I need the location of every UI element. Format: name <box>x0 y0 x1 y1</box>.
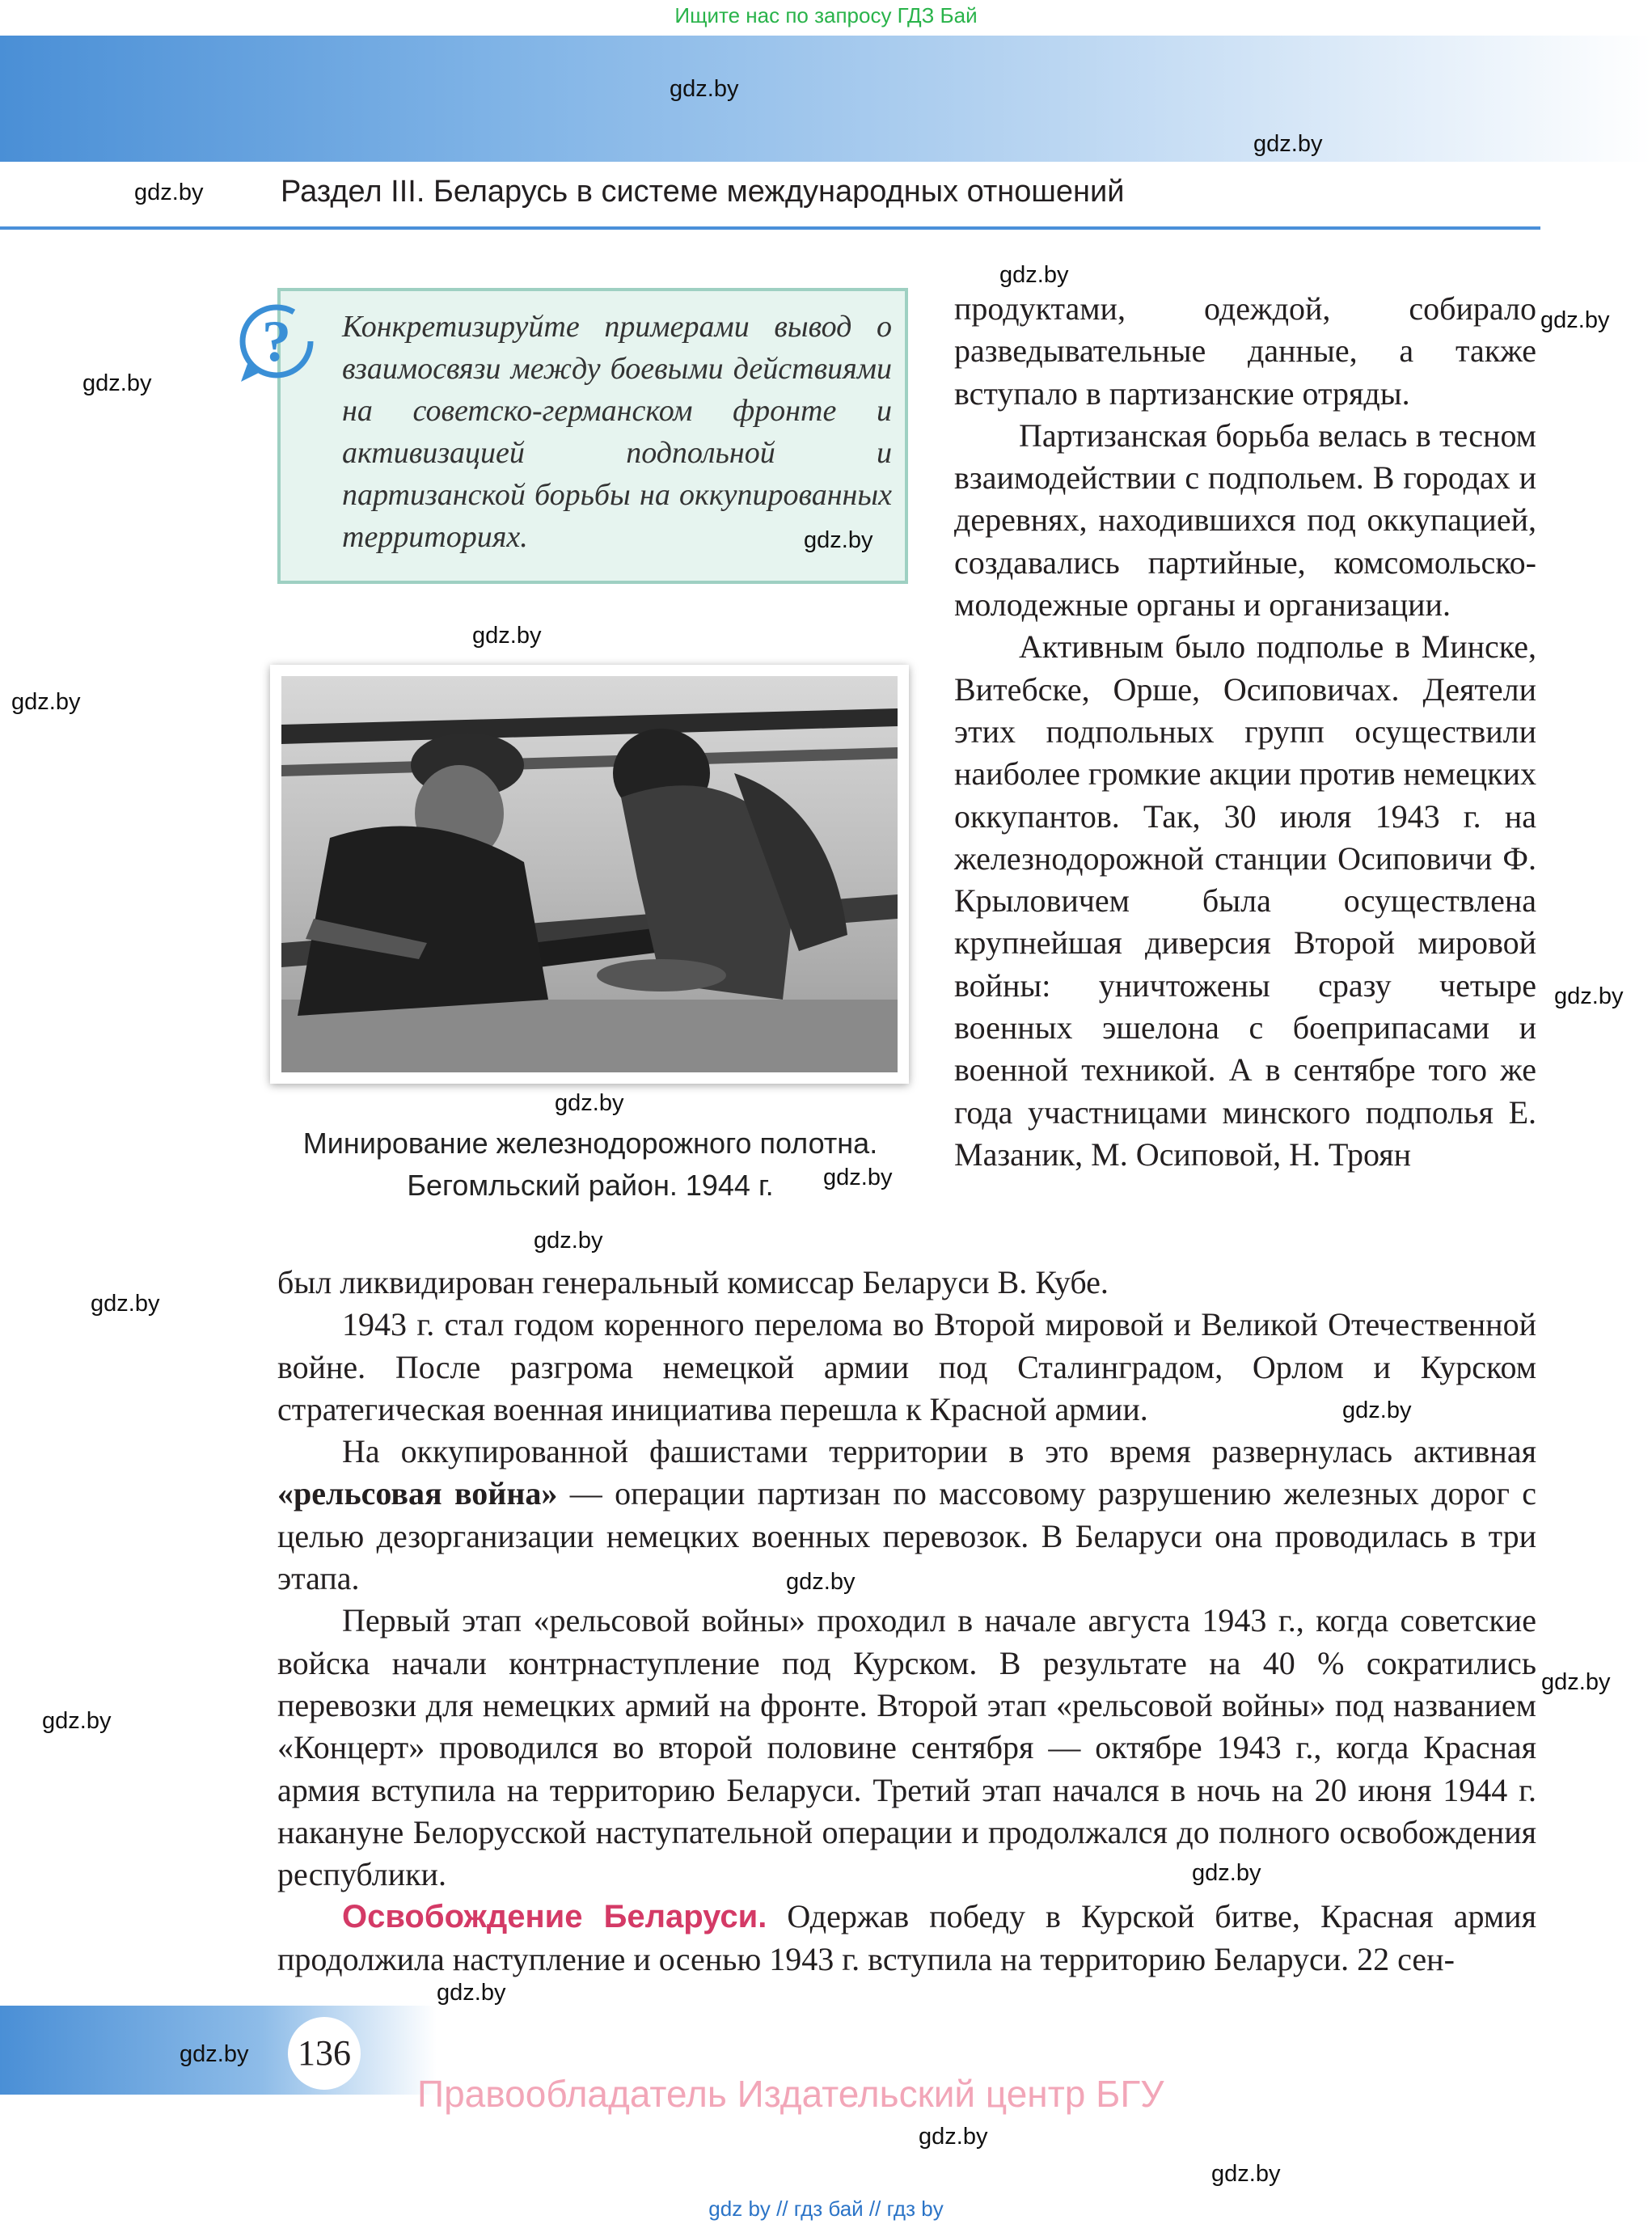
watermark: gdz.by <box>472 623 542 649</box>
text-run: На оккупированной фашистами территории в это время развернулась активная <box>342 1433 1536 1470</box>
bottom-links[interactable]: gdz by // гдз бай // гдз by <box>708 2197 944 2221</box>
header-rule <box>0 226 1540 230</box>
watermark: gdz.by <box>1554 983 1624 1009</box>
photo-caption <box>267 1123 914 1207</box>
paragraph: был ликвидирован генеральный комиссар Беларуси В. Кубе. <box>277 1264 1109 1300</box>
search-hint: Ищите нас по запросу ГДЗ Бай <box>674 3 978 27</box>
watermark: gdz.by <box>999 262 1069 288</box>
text-run: — операции партизан по массовому разрушению железных дорог с целью дезорганизации немецких военных перевозок. В Беларуси она проводилась в три этапа. <box>277 1475 1537 1597</box>
question-text: Конкретизируйте примерами вывод о взаимосвязи между боевыми действиями на советско-германском фронте и активизацией подпольной и партизанской борьбы на оккупированных территориях. <box>342 310 892 554</box>
watermark: gdz.by <box>534 1228 603 1254</box>
watermark: gdz.by <box>1342 1397 1412 1423</box>
watermark: gdz.by <box>823 1165 893 1190</box>
paragraph <box>277 1896 1536 1981</box>
header-band <box>0 36 1652 162</box>
svg-text:?: ? <box>262 309 291 374</box>
watermark: gdz.by <box>180 2041 249 2067</box>
watermark: gdz.by <box>91 1291 160 1317</box>
watermark: gdz.by <box>786 1569 856 1595</box>
paragraph: Первый этап «рельсовой войны» проходил в начале августа 1943 г., когда советские войска начали контрнаступление под Курском. В результате на 40 % сократились перевозки для немецких армий на фронте. Второй этап «рельсовой войны» под названием «Концерт» проводился во второй половине сентября — октябре 1943 г., когда Красная армия вступила на территорию Беларуси. Третий этап начался в ночь на 20 июня 1944 г. накануне Белорусской наступательной операции и продолжался до полного освобождения республики. <box>277 1602 1536 1893</box>
paragraph: Партизанская борьба велась в тесном взаимодействии с подпольем. В городах и деревнях, находившихся под оккупацией, создавались партийные, комсомольско-молодежные органы и организации. <box>954 416 1536 624</box>
question-icon <box>236 301 317 385</box>
watermark: gdz.by <box>670 76 739 102</box>
watermark: gdz.by <box>1540 307 1610 333</box>
watermark: gdz.by <box>1192 1860 1261 1886</box>
term-rail-war: «рельсовая война» <box>277 1475 558 1512</box>
paragraph: Активным было подполье в Минске, Витебске, Орше, Осиповичах. Деятели этих подпольных групп осуществили наиболее громкие акции против немецких оккупантов. Так, 30 июля 1943 г. на железнодорожной станции Осиповичи Ф. Крыловичем была осуществлена крупнейшая диверсия Второй мировой войны: уничтожены сразу четыре военных эшелона с боеприпасами и военной техникой. А в сентябре того же года участницами минского подполья Е. Мазаник, М. Осиповой, Н. Троян <box>954 628 1536 1173</box>
caption-line-1: Минирование железнодорожного полотна. <box>302 1127 878 1160</box>
watermark: gdz.by <box>82 370 152 396</box>
paragraph: продуктами, одеждой, собирало разведывательные данные, а также вступало в партизанские отряды. <box>954 290 1536 412</box>
watermark: gdz.by <box>437 1980 506 2006</box>
paragraph: 1943 г. стал годом коренного перелома во Второй мировой и Великой Отечественной войне. После разгрома немецкой армии под Сталинградом, Орлом и Курском стратегическая военная инициатива перешла к Красной армии. <box>277 1306 1536 1427</box>
watermark: gdz.by <box>11 689 81 715</box>
watermark: gdz.by <box>1253 131 1323 157</box>
caption-line-2: Бегомльский район. 1944 г. <box>407 1169 774 1202</box>
watermark: gdz.by <box>804 527 873 553</box>
text-run: Одержав победу в Курской битве, Красная армия продолжила наступление и осенью 1943 г. вступила на территорию Беларуси. 22 сен- <box>277 1898 1536 1977</box>
section-title: Раздел III. Беларусь в системе международных отношений <box>281 175 1125 209</box>
main-text <box>277 1262 1536 1981</box>
watermark: gdz.by <box>555 1090 624 1116</box>
watermark: gdz.by <box>919 2124 988 2150</box>
watermark: gdz.by <box>134 180 204 205</box>
rights-holder: Правообладатель Издательский центр БГУ <box>417 2073 1164 2115</box>
railway-mining-photo <box>281 676 898 1072</box>
watermark: gdz.by <box>1541 1669 1611 1695</box>
subheading-liberation: Освобождение Беларуси. <box>342 1899 767 1935</box>
paragraph <box>277 1431 1536 1600</box>
watermark: gdz.by <box>1211 2161 1281 2187</box>
right-column <box>954 288 1536 1176</box>
watermark: gdz.by <box>42 1708 112 1734</box>
page-number: 136 <box>288 2017 361 2090</box>
